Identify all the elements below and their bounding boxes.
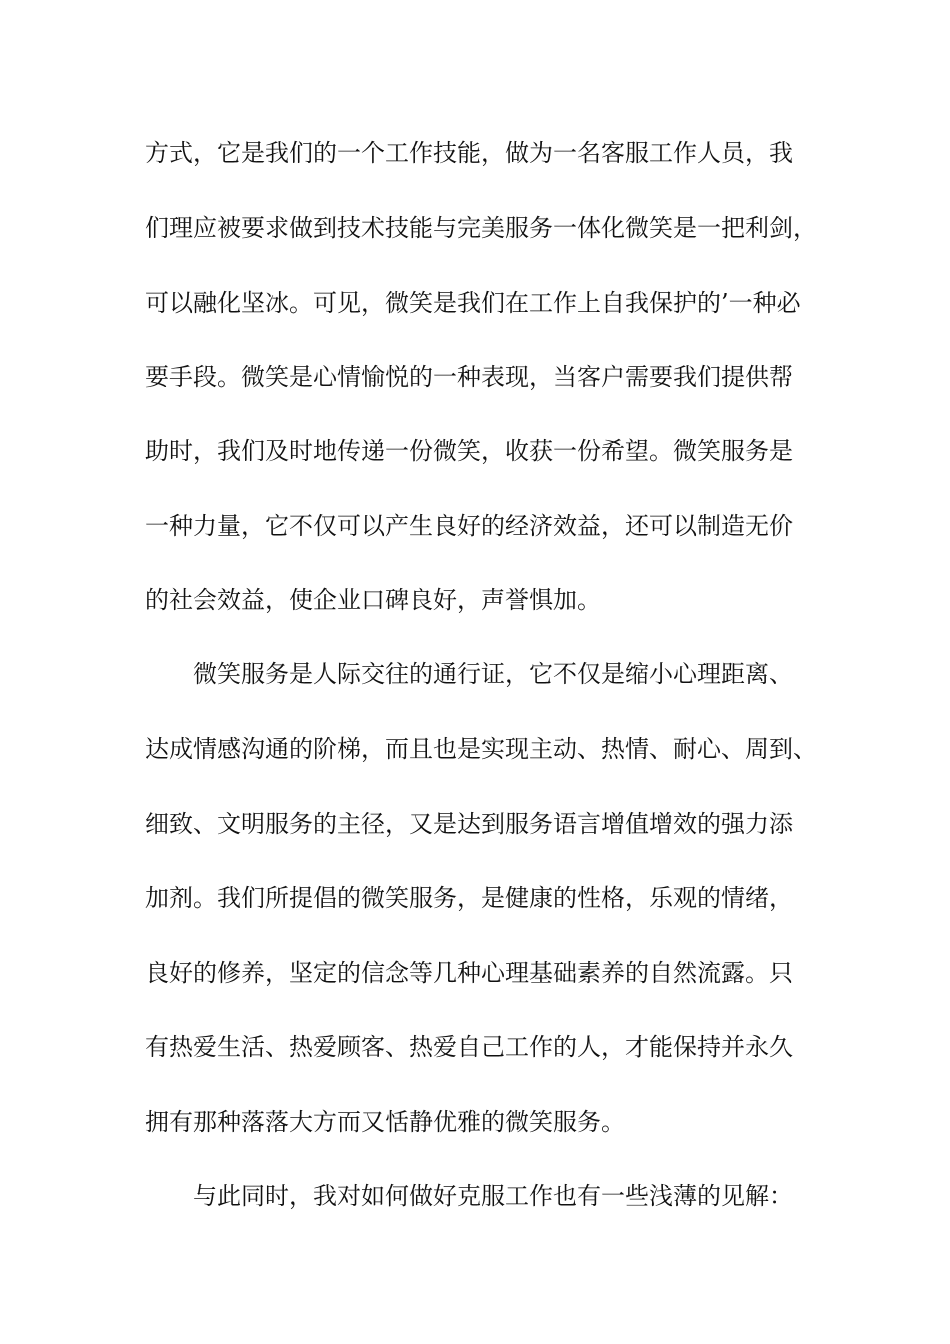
text-line-8: 微笑服务是人际交往的通行证，它不仅是缩小心理距离、 [193, 660, 793, 688]
text-line-1: 方式，它是我们的一个工作技能，做为一名客服工作人员，我 [145, 139, 793, 167]
text-line-15: 与此同时，我对如何做好克服工作也有一些浅薄的见解： [193, 1182, 793, 1210]
text-line-7: 的社会效益，使企业口碑良好，声誉惧加。 [145, 586, 601, 614]
text-line-2: 们理应被要求做到技术技能与完美服务一体化微笑是一把利剑， [145, 214, 817, 242]
text-line-13: 有热爱生活、热爱顾客、热爱自己工作的人，才能保持并永久 [145, 1033, 793, 1061]
text-line-14: 拥有那种落落大方而又恬静优雅的微笑服务。 [145, 1108, 625, 1136]
text-line-12: 良好的修养，坚定的信念等几种心理基础素养的自然流露。只 [145, 959, 793, 987]
text-line-6: 一种力量，它不仅可以产生良好的经济效益，还可以制造无价 [145, 512, 793, 540]
text-line-10: 细致、文明服务的主径，又是达到服务语言增值增效的强力添 [145, 810, 793, 838]
text-line-3: 可以融化坚冰。可见，微笑是我们在工作上自我保护的’一种必 [145, 289, 801, 317]
text-line-11: 加剂。我们所提倡的微笑服务，是健康的性格，乐观的情绪， [145, 884, 793, 912]
text-line-5: 助时，我们及时地传递一份微笑，收获一份希望。微笑服务是 [145, 437, 793, 465]
text-line-9: 达成情感沟通的阶梯，而且也是实现主动、热情、耐心、周到、 [145, 735, 817, 763]
text-line-4: 要手段。微笑是心情愉悦的一种表现，当客户需要我们提供帮 [145, 363, 793, 391]
